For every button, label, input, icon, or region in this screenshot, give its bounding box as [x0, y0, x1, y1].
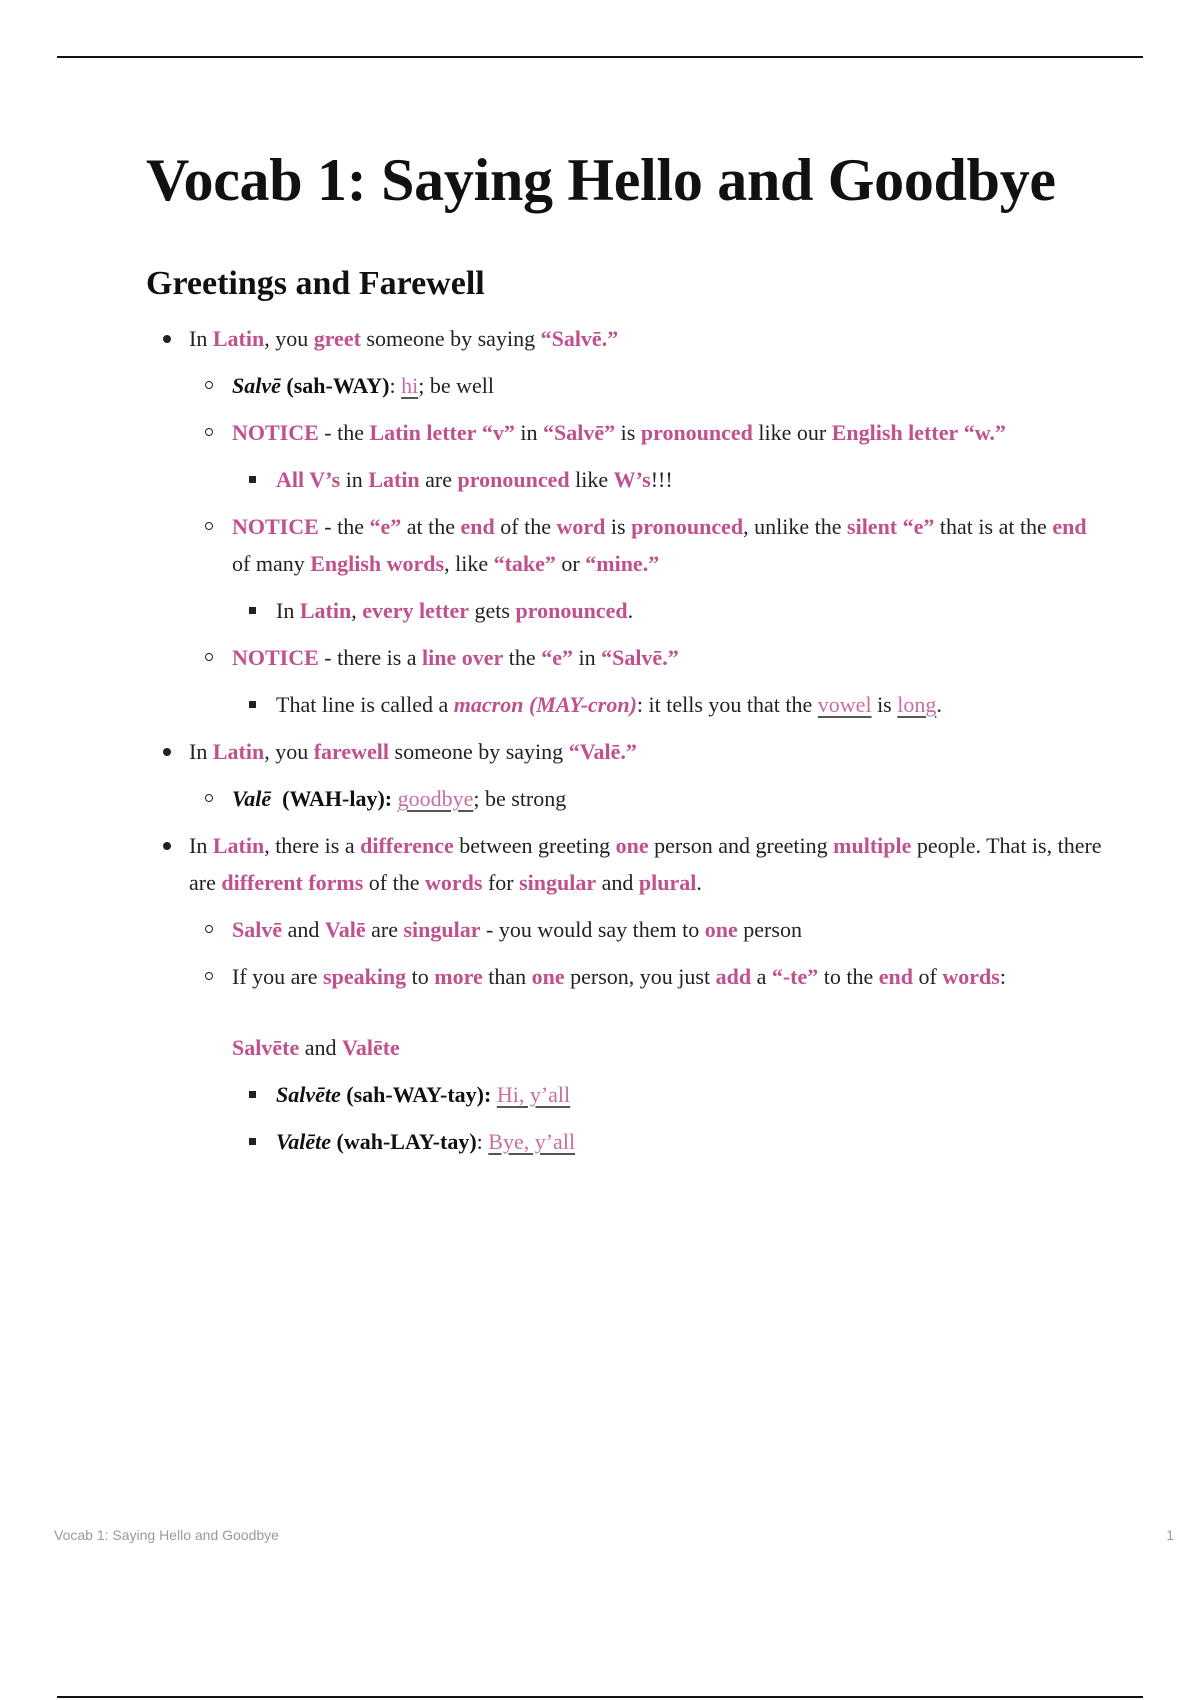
list-item-vale-definition: Valē (WAH-lay): goodbye; be strong	[189, 780, 1106, 817]
sub-list-greet	[189, 367, 1106, 723]
list-item-more-than-one: If you are speaking to more than one person, you just add a “-te” to the end of words: Salvēte and Valēte Salvēte (sah-WAY-tay): Hi, y’all Valēte (wah-LAY-tay): Bye, y’all	[189, 958, 1106, 1160]
list-item-salvete-definition: Salvēte (sah-WAY-tay): Hi, y’all	[232, 1076, 1106, 1113]
sub-list-notice-e	[232, 592, 1106, 629]
long-link[interactable]: long	[897, 692, 937, 717]
list-item-every-letter: In Latin, every letter gets pronounced.	[232, 592, 1106, 629]
sub-list-farewell	[189, 780, 1106, 817]
list-item-greet: In Latin, you greet someone by saying “Salvē.” Salvē (sah-WAY): hi; be well NOTICE - the Latin letter “v” in “Salvē” is pronounced like our English letter “w.” All V’s in Latin are pronounced like W’s!!! NOTICE - the “e” at the end of the word is pronounced, unlike the silent “e” that is at the end of many English words, like “take” or “mine.” In Latin, every letter gets pronounced. NOTICE - there is a line over the “e” in “Salvē.” That line is called a macron (MAY-cron): it tells you that the vowel is long.	[146, 320, 1106, 723]
page-title: Vocab 1: Saying Hello and Goodbye	[146, 147, 1056, 213]
list-item-farewell: In Latin, you farewell someone by saying “Valē.” Valē (WAH-lay): goodbye; be strong	[146, 733, 1106, 817]
list-item-notice-e: NOTICE - the “e” at the end of the word is pronounced, unlike the silent “e” that is at the end of many English words, like “take” or “mine.” In Latin, every letter gets pronounced.	[189, 508, 1106, 629]
bottom-rule	[57, 1696, 1143, 1698]
hi-link[interactable]: hi	[401, 373, 419, 398]
bye-yall-link[interactable]: Bye, y’all	[488, 1129, 576, 1154]
list-item-salve-definition: Salvē (sah-WAY): hi; be well	[189, 367, 1106, 404]
list-item-valete-definition: Valēte (wah-LAY-tay): Bye, y’all	[232, 1123, 1106, 1160]
section-heading: Greetings and Farewell	[146, 265, 485, 302]
plural-forms-line: Salvēte and Valēte	[232, 1035, 400, 1060]
list-item-all-vs: All V’s in Latin are pronounced like W’s!!!	[232, 461, 1106, 498]
list-item-notice-v: NOTICE - the Latin letter “v” in “Salvē” is pronounced like our English letter “w.” All V’s in Latin are pronounced like W’s!!!	[189, 414, 1106, 498]
footer-page-number: 1	[1166, 1527, 1174, 1543]
list-item-notice-line: NOTICE - there is a line over the “e” in “Salvē.” That line is called a macron (MAY-cron): it tells you that the vowel is long.	[189, 639, 1106, 723]
footer-doc-title: Vocab 1: Saying Hello and Goodbye	[54, 1527, 279, 1543]
list-item-singular: Salvē and Valē are singular - you would say them to one person	[189, 911, 1106, 948]
vowel-link[interactable]: vowel	[817, 692, 872, 717]
list-item-difference: In Latin, there is a difference between greeting one person and greeting multiple people. That is, there are different forms of the words for singular and plural. Salvē and Valē are singular - you would say them to one person If you are speaking to more than one person, you just add a “-te” to the end of words: Salvēte and Valēte Salvēte (sah-WAY-tay): Hi, y’all Valēte (wah-LAY-tay): Bye, y’all	[146, 827, 1106, 1160]
list-item-macron: That line is called a macron (MAY-cron): it tells you that the vowel is long.	[232, 686, 1106, 723]
sub-list-notice-v	[232, 461, 1106, 498]
hi-yall-link[interactable]: Hi, y’all	[496, 1082, 571, 1107]
sub-list-difference	[189, 911, 1106, 1160]
document-body	[146, 140, 1106, 1170]
bullet-list	[146, 320, 1106, 1160]
sub-list-notice-line	[232, 686, 1106, 723]
sub-list-plural	[232, 1076, 1106, 1160]
top-rule	[57, 56, 1143, 58]
goodbye-link[interactable]: goodbye	[397, 786, 474, 811]
